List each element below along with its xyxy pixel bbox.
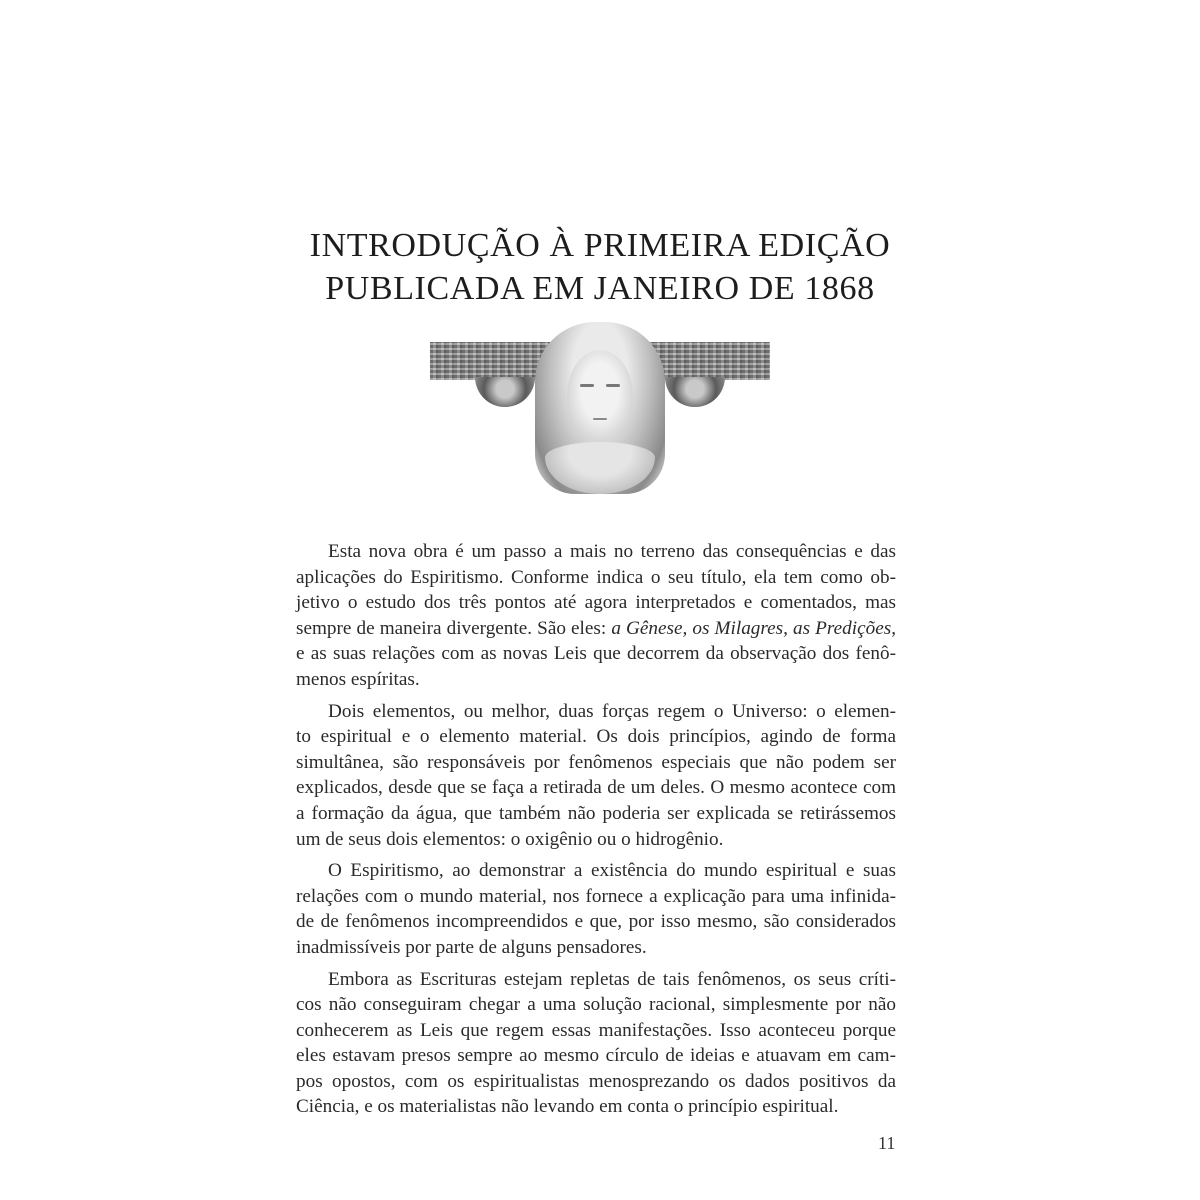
text-line: menos espíritas.: [296, 668, 420, 690]
text-line: um de seus dois elementos: o oxigênio ou o hidrogênio.: [296, 828, 724, 850]
text-line: cos não conseguiram chegar a uma solução racional, simplesmente por não: [296, 994, 896, 1016]
right-scroll-capital: [665, 377, 725, 407]
right-eye: [606, 384, 620, 387]
text-segment: sempre de maneira divergente. São eles:: [296, 617, 612, 639]
page-number: 11: [878, 1133, 896, 1153]
text-segment: ,: [891, 617, 896, 639]
paragraph: [296, 699, 896, 853]
text-line: Dois elementos, ou melhor, duas forças regem o Universo: o elemen-: [328, 700, 896, 722]
face: [567, 350, 633, 442]
text-line: a formação da água, que também não poderia ser explicada se retirássemos: [296, 802, 896, 824]
left-eye: [580, 384, 594, 387]
text-line: Embora as Escrituras estejam repletas de tais fenômenos, os seus críti-: [328, 968, 896, 990]
text-line: Ciência, e os materialistas não levando em conta o princípio espiritual.: [296, 1096, 839, 1118]
text-line: pos opostos, com os espiritualistas menosprezando os dados positivos da: [296, 1070, 896, 1092]
text-line: jetivo o estudo dos três pontos até agora interpretados e comentados, mas: [296, 592, 896, 614]
text-line: O Espiritismo, ao demonstrar a existência do mundo espiritual e suas: [328, 860, 896, 882]
paragraph: [296, 858, 896, 960]
chapter-title-line-1: INTRODUÇÃO À PRIMEIRA EDIÇÃO: [309, 227, 891, 264]
text-line: conhecerem as Leis que regem essas manifestações. Isso aconteceu porque: [296, 1019, 896, 1041]
mouth: [593, 418, 607, 420]
text-line-with-italic: [296, 616, 896, 642]
text-line: Esta nova obra é um passo a mais no terreno das consequências e das: [328, 541, 896, 562]
paragraph: [296, 967, 896, 1121]
text-line: explicados, desde que se faça a retirada de um deles. O mesmo acontece com: [296, 777, 896, 799]
text-line: relações com o mundo material, nos fornece a explicação para uma infinida-: [296, 885, 896, 907]
chapter-title: [300, 224, 900, 310]
text-line: to espiritual e o elemento material. Os dois princípios, agindo de forma: [296, 726, 896, 748]
paragraph: [296, 539, 896, 693]
text-line: de de fenômenos incompreendidos e que, por isso mesmo, são considerados: [296, 911, 896, 933]
left-scroll-capital: [475, 377, 535, 407]
veiled-woman-bust-ornament-icon: [430, 322, 770, 494]
text-line: e as suas relações com as novas Leis que decorrem da observação dos fenô-: [296, 643, 896, 665]
italic-titles: a Gênese, os Milagres, as Predições: [611, 617, 892, 639]
chapter-title-line-2: PUBLICADA EM JANEIRO DE 1868: [325, 270, 875, 307]
text-line: eles estavam presos sempre ao mesmo círculo de ideias e atuavam em cam-: [296, 1045, 896, 1067]
text-line: inadmissíveis por parte de alguns pensadores.: [296, 936, 647, 958]
body-text: [296, 539, 896, 1126]
text-line: aplicações do Espiritismo. Conforme indica o seu título, ela tem como ob-: [296, 566, 896, 588]
text-line: simultânea, são responsáveis por fenômenos especiais que não podem ser: [296, 751, 896, 773]
